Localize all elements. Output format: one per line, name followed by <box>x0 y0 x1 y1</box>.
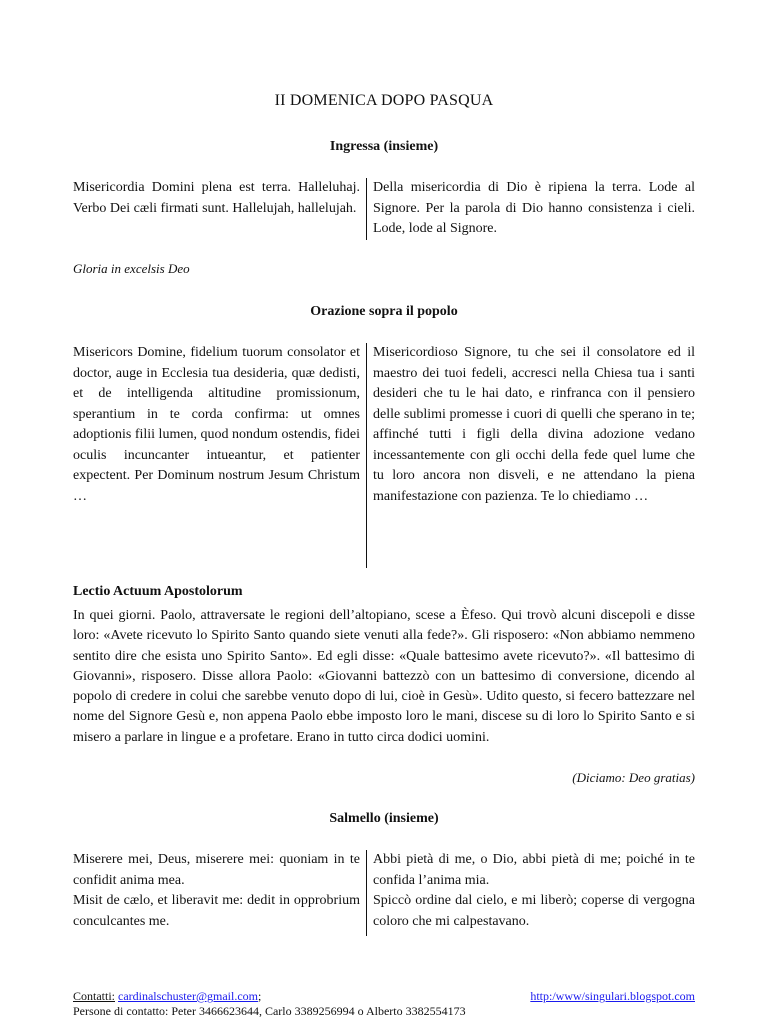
footer <box>73 989 695 1019</box>
gloria-note: Gloria in excelsis Deo <box>73 261 190 276</box>
orazione-heading: Orazione sopra il popolo <box>310 304 458 319</box>
salmello-italian-verse-1: Abbi pietà di me, o Dio, abbi pietà di me; poiché in te confida l’anima mia. <box>373 852 695 888</box>
orazione-latin: Misericors Domine, fidelium tuorum consolator et doctor, auge in Ecclesia tua desideria, quæ dedisti, et de intelligenda altitudine promissionum, sperantium in te corda confirma: ut omnes adoptionis filii lumen, quod nondum ostendis, fidei oculis incuncanter intueantur, et patienter expectent. Per Dominum nostrum Jesum Christum … <box>73 343 367 568</box>
salmello-italian <box>367 850 695 936</box>
salmello-latin <box>73 850 367 936</box>
ingressa-latin: Misericordia Domini plena est terra. Halleluhaj. Verbo Dei cæli firmati sunt. Hallelujah, hallelujah. <box>73 178 367 240</box>
ingressa-heading: Ingressa (insieme) <box>329 139 439 154</box>
footer-contacts-row <box>73 989 695 1004</box>
website-link[interactable]: http:/www/singulari.blogspot.com <box>530 989 695 1003</box>
page-title: II DOMENICA DOPO PASQUA <box>274 92 494 109</box>
ingressa-italian: Della misericordia di Dio è ripiena la terra. Lode al Signore. Per la parola di Dio hanno consistenza i cieli. Lode, lode al Signore. <box>373 180 695 236</box>
lectio-body: In quei giorni. Paolo, attraversate le regioni dell’altopiano, scese a Èfeso. Qui trovò alcuni discepoli e disse loro: «Avete ricevuto lo Spirito Santo quando siete venuti alla fede?». Gli risposero: «Non abbiamo nemmeno sentito dire che esista uno Spirito Santo». Ed egli disse: «Quale battesimo avete ricevuto?». «Il battesimo di Giovanni», risposero. Disse allora Paolo: «Giovanni battezzò con un battesimo di conversione, dicendo al popolo di credere in colui che sarebbe venuto dopo di lui, cioè in Gesù». Udito questo, si fecero battezzare nel nome del Signore Gesù e, non appena Paolo ebbe imposto loro le mani, discese su di loro lo Spirito Santo e si misero a parlare in lingue e a profetare. Erano in tutto circa dodici uomini. <box>73 608 695 745</box>
salmello-latin-verse-2: Misit de cælo, et liberavit me: dedit in opprobrium conculcantes me. <box>73 893 360 929</box>
email-link[interactable]: cardinalschuster@gmail.com <box>118 989 259 1003</box>
footer-contacts <box>73 989 261 1004</box>
salmello-table <box>73 850 695 936</box>
lectio-heading: Lectio Actuum Apostolorum <box>73 584 243 599</box>
orazione-table <box>73 343 695 568</box>
footer-persons: Persone di contatto: Peter 3466623644, Carlo 3389256994 o Alberto 3382554173 <box>73 1004 466 1018</box>
salmello-heading: Salmello (insieme) <box>329 811 439 826</box>
ingressa-table <box>73 178 695 240</box>
salmello-italian-verse-2: Spiccò ordine dal cielo, e mi liberò; coperse di vergogna coloro che mi calpestavano. <box>373 893 695 929</box>
orazione-italian: Misericordioso Signore, tu che sei il consolatore ed il maestro dei tuoi fedeli, accresci nella Chiesa tua i santi desideri che tu le hai dato, e rinfranca con il pensiero delle sublimi promesse i cuori di quelli che sperano in te; affinché tutti i figli della divina adozione vedano incessantemente con gli occhi della fede quel lume che tu loro ancora non disveli, e ne attendano la piena manifestazione con pazienza. Te lo chiediamo … <box>373 345 695 504</box>
salmello-latin-verse-1: Miserere mei, Deus, miserere mei: quoniam in te confidit anima mea. <box>73 852 360 888</box>
contacts-separator: ; <box>258 989 262 1003</box>
contacts-label: Contatti: <box>73 989 115 1003</box>
lectio-response: (Diciamo: Deo gratias) <box>572 770 695 785</box>
